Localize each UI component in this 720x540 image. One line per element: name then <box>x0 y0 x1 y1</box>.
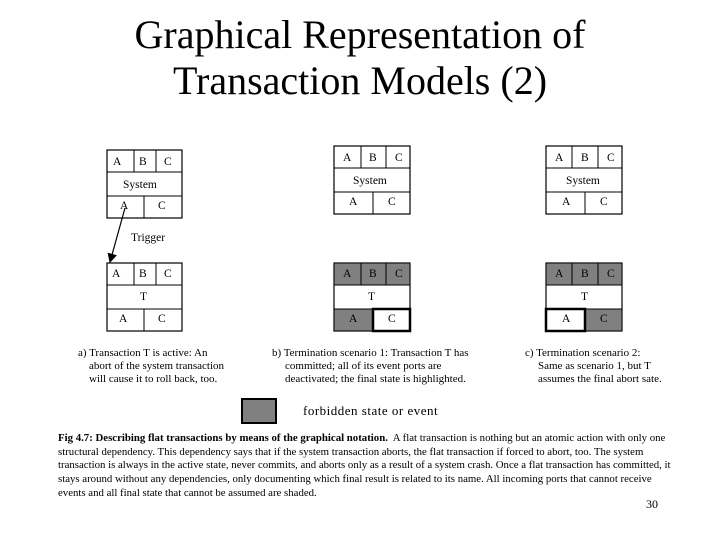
port-label-a: A <box>343 268 352 280</box>
page-number: 30 <box>646 497 658 511</box>
state-label-c: C <box>600 196 608 208</box>
title-line-2: Transaction Models (2) <box>172 58 548 103</box>
caption-line: assumes the final abort sate. <box>538 373 662 385</box>
port-label-c: C <box>395 268 403 280</box>
t-label: T <box>140 291 148 303</box>
port-label-a: A <box>343 152 352 164</box>
state-label-a: A <box>349 313 358 325</box>
caption-line: b) Termination scenario 1: Transaction T has <box>272 347 469 359</box>
state-label-c: C <box>388 313 396 325</box>
system-label: System <box>566 175 600 187</box>
caption-line: c) Termination scenario 2: <box>525 347 641 359</box>
port-label-a: A <box>112 268 121 280</box>
legend-label: forbidden state or event <box>303 403 439 418</box>
port-label-a: A <box>113 156 122 168</box>
caption-line: committed; all of its event ports are <box>285 360 442 372</box>
state-label-a: A <box>349 196 358 208</box>
port-label-c: C <box>395 152 403 164</box>
port-label-b: B <box>581 268 589 280</box>
port-label-c: C <box>164 156 172 168</box>
state-label-a: A <box>562 196 571 208</box>
state-label-a: A <box>119 313 128 325</box>
caption-a <box>78 347 224 386</box>
caption-line: a) Transaction T is active: An <box>78 347 208 359</box>
legend-shaded-swatch <box>241 398 277 424</box>
trigger-label: Trigger <box>131 232 166 244</box>
state-label-c: C <box>158 313 166 325</box>
caption-line: deactivated; the final state is highlighted. <box>285 373 466 385</box>
port-label-c: C <box>607 152 615 164</box>
figure-caption-text: A flat transaction is nothing but an atomic action with only one structural dependency. This dependency says that if the system transaction aborts, the flat transaction if forced to abort, too. The system transaction is always in the active state, never commits, and aborts only as a result of a system crash. Once a flat transaction has committed, it stays around without any dependencies, only documenting which final result is related to its name. All incoming ports that cannot receive events and all final state that cannot be assumed are shaded. <box>58 432 671 499</box>
port-label-b: B <box>369 152 377 164</box>
title-line-1: Graphical Representation of <box>134 12 586 57</box>
port-label-b: B <box>581 152 589 164</box>
state-label-a: A <box>120 200 129 212</box>
state-label-a: A <box>562 313 571 325</box>
t-label: T <box>581 291 589 303</box>
figure-caption <box>58 432 678 501</box>
caption-line: Same as scenario 1, but T <box>538 360 651 372</box>
port-label-c: C <box>607 268 615 280</box>
state-label-c: C <box>158 200 166 212</box>
t-label: T <box>368 291 376 303</box>
state-label-c: C <box>600 313 608 325</box>
caption-line: abort of the system transaction <box>89 360 225 372</box>
state-label-c: C <box>388 196 396 208</box>
caption-c <box>525 347 662 386</box>
port-label-a: A <box>555 268 564 280</box>
port-label-b: B <box>139 156 147 168</box>
port-label-b: B <box>139 268 147 280</box>
system-label: System <box>353 175 387 187</box>
caption-b <box>272 347 469 386</box>
caption-line: will cause it to roll back, too. <box>89 373 218 385</box>
port-label-c: C <box>164 268 172 280</box>
figure-caption-bold: Fig 4.7: Describing flat transactions by means of the graphical notation. <box>58 432 388 444</box>
port-label-a: A <box>555 152 564 164</box>
system-label: System <box>123 179 157 191</box>
port-label-b: B <box>369 268 377 280</box>
